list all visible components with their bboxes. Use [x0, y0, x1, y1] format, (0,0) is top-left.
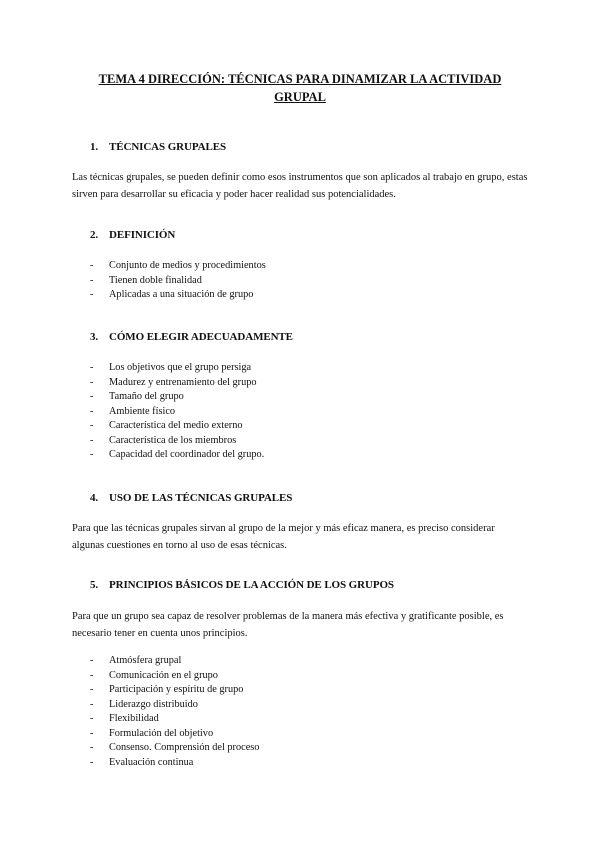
section-number: 2.: [90, 229, 99, 241]
section-title: CÓMO ELEGIR ADECUADAMENTE: [109, 331, 293, 343]
section-number: 5.: [90, 579, 99, 591]
section-3-list: [90, 361, 264, 463]
section-title: DEFINICIÓN: [109, 229, 176, 241]
list-item: - Aplicadas a una situación de grupo: [90, 288, 266, 303]
list-item: - Característica de los miembros: [90, 434, 264, 449]
list-item: - Tamaño del grupo: [90, 390, 264, 405]
list-item: - Atmósfera grupal: [90, 654, 259, 669]
list-item: - Característica del medio externo: [90, 419, 264, 434]
section-title: TÉCNICAS GRUPALES: [109, 141, 226, 153]
list-item: - Liderazgo distribuido: [90, 698, 259, 713]
list-item: - Conjunto de medios y procedimientos: [90, 259, 266, 274]
list-item: - Ambiente físico: [90, 405, 264, 420]
section-title: USO DE LAS TÉCNICAS GRUPALES: [109, 492, 293, 504]
section-title: PRINCIPIOS BÁSICOS DE LA ACCIÓN DE LOS GRUPOS: [109, 579, 394, 591]
list-item: - Consenso. Comprensión del proceso: [90, 741, 259, 756]
section-5-list: [90, 654, 259, 770]
document-title: TEMA 4 DIRECCIÓN: TÉCNICAS PARA DINAMIZAR LA ACTIVIDAD GRUPAL: [98, 72, 502, 104]
section-heading-1: [90, 141, 226, 153]
section-heading-4: [90, 492, 292, 504]
section-heading-2: [90, 229, 175, 241]
list-item: - Formulación del objetivo: [90, 727, 259, 742]
section-heading-5: [90, 579, 394, 591]
section-number: 1.: [90, 141, 99, 153]
section-number: 3.: [90, 331, 99, 343]
section-5-paragraph: Para que un grupo sea capaz de resolver problemas de la manera más efectiva y gratificante posible, es necesario tener en cuenta unos principios.: [72, 611, 504, 639]
list-item: - Evaluación continua: [90, 756, 259, 771]
list-item: - Participación y espíritu de grupo: [90, 683, 259, 698]
list-item: - Tienen doble finalidad: [90, 274, 266, 289]
list-item: - Flexibilidad: [90, 712, 259, 727]
section-2-list: [90, 259, 266, 303]
section-4-paragraph: Para que las técnicas grupales sirvan al grupo de la mejor y más eficaz manera, es preciso considerar algunas cuestiones en torno al uso de esas técnicas.: [72, 523, 495, 551]
section-1-paragraph: Las técnicas grupales, se pueden definir como esos instrumentos que son aplicados al trabajo en grupo, estas sirven para desarrollar su eficacia y poder hacer realidad sus potencialidades.: [72, 172, 528, 200]
list-item: - Comunicación en el grupo: [90, 669, 259, 684]
list-item: - Madurez y entrenamiento del grupo: [90, 376, 264, 391]
list-item: - Capacidad del coordinador del grupo.: [90, 448, 264, 463]
section-heading-3: [90, 331, 293, 343]
list-item: - Los objetivos que el grupo persiga: [90, 361, 264, 376]
section-number: 4.: [90, 492, 99, 504]
